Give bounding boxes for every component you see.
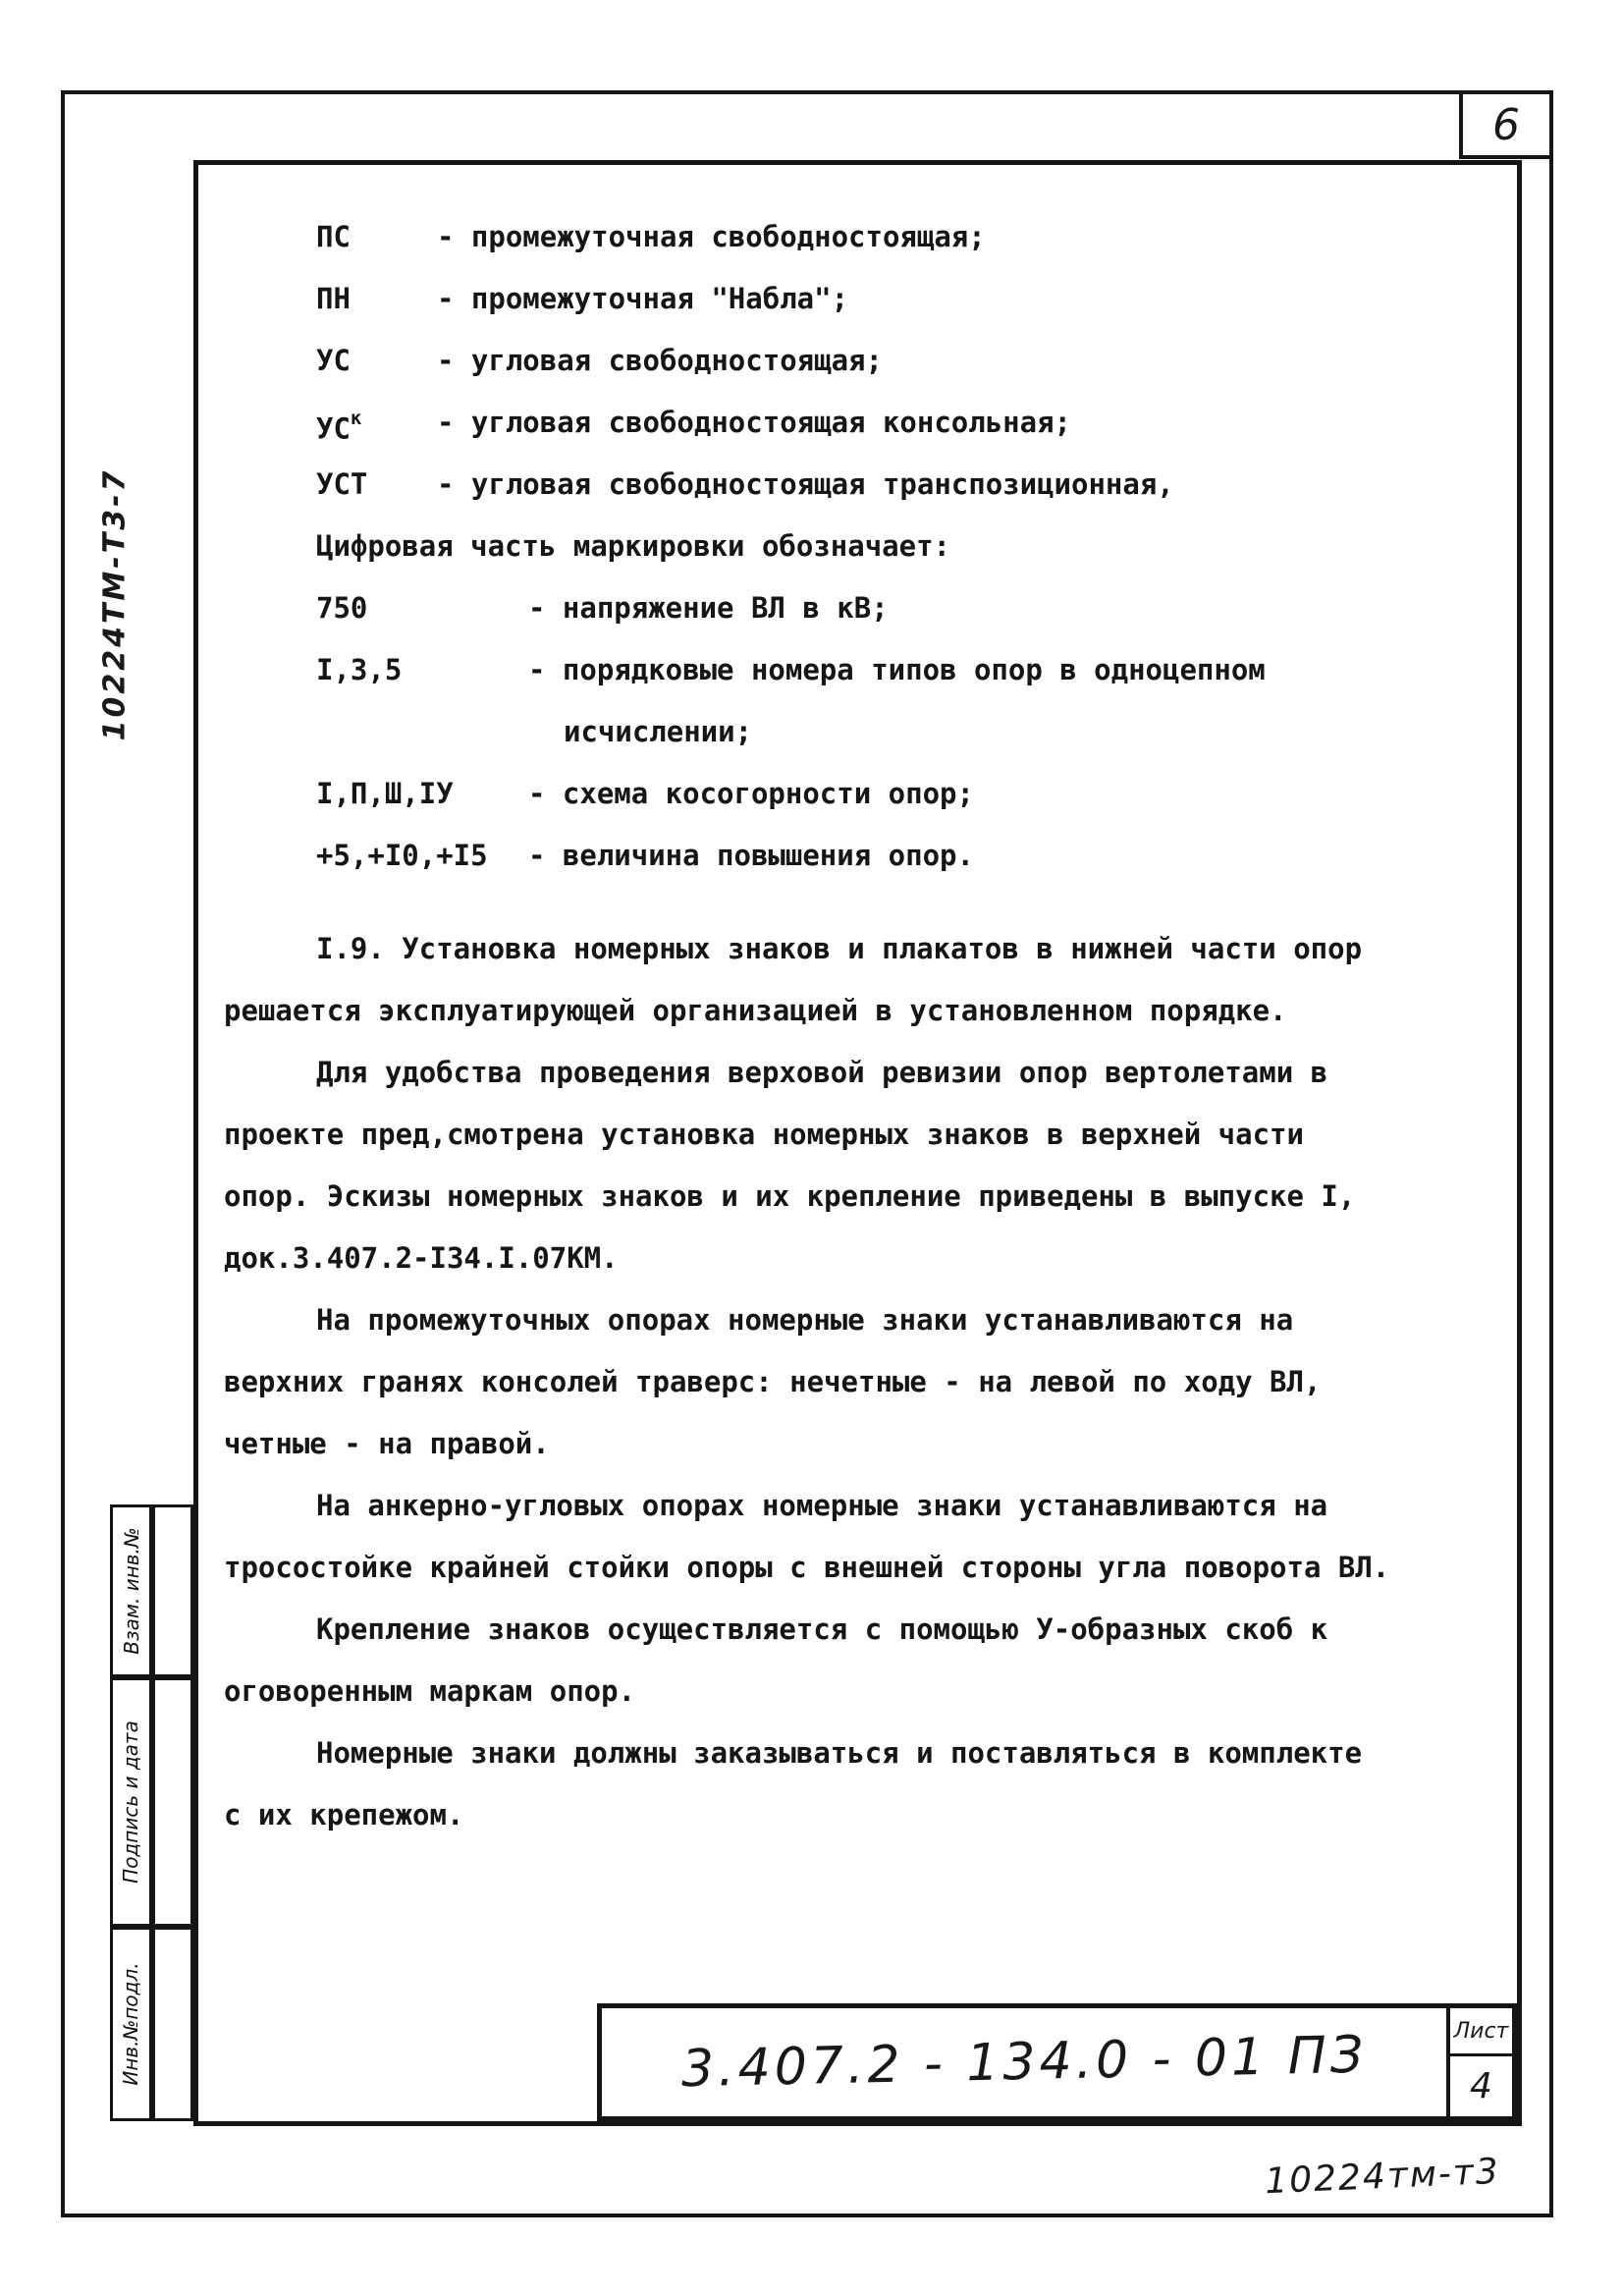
abbr-row	[316, 701, 1475, 763]
text-line: I.9. Установка номерных знаков и плакатов в нижней части опор	[316, 932, 1363, 965]
stamp-doc-number: 3.407.2 - 134.0 - 01 ПЗ	[680, 2025, 1368, 2100]
page-number: 6	[1492, 99, 1520, 150]
text-line: док.3.407.2-I34.I.07КМ.	[224, 1241, 619, 1275]
abbreviation-list	[316, 206, 1475, 887]
abbr-heading: Цифровая часть маркировки обозначает:	[316, 529, 951, 563]
abbr-term: I,3,5	[316, 653, 403, 686]
text-line: с их крепежом.	[224, 1798, 464, 1831]
abbr-row	[316, 268, 1475, 330]
sheet-number: 4	[1470, 2066, 1492, 2106]
text-line: Крепление знаков осуществляется с помощью У-образных скоб к	[316, 1613, 1328, 1646]
stamp-sheet-cell	[1450, 2008, 1512, 2116]
abbr-definition: - напряжение ВЛ в кВ;	[528, 591, 889, 625]
sidebar-cell-vzam-blank	[152, 1504, 193, 1677]
abbr-definition: - угловая свободностоящая консольная;	[437, 406, 1072, 439]
abbr-definition: - промежуточная свободностоящая;	[437, 220, 986, 253]
sidebar-label-podpis-i-data: Подпись и дата	[119, 1721, 142, 1884]
abbr-row	[316, 392, 1475, 454]
abbr-term: УС	[316, 344, 351, 377]
abbr-row	[316, 825, 1475, 887]
abbr-definition: - величина повышения опор.	[528, 839, 974, 872]
abbr-term: I,П,Ш,IУ	[316, 777, 454, 810]
abbr-row	[316, 763, 1475, 825]
abbr-row	[316, 639, 1475, 701]
abbr-row	[316, 330, 1475, 392]
stamp-doc-number-cell	[602, 2008, 1450, 2116]
sidebar-label-inv-podl: Инв.№подл.	[119, 1962, 142, 2086]
text-line: верхних гранях консолей траверс: нечетные - на левой по ходу ВЛ,	[224, 1365, 1322, 1398]
handwritten-code-bottom: 10224тм-т3	[1264, 2151, 1501, 2203]
text-line: тросостойке крайней стойки опоры с внешней стороны угла поворота ВЛ.	[224, 1551, 1390, 1584]
sheet-label: Лист	[1450, 2008, 1512, 2056]
body-text	[224, 918, 1500, 1846]
abbr-row	[316, 577, 1475, 639]
abbr-term: $УС^к$	[316, 408, 362, 446]
abbr-definition: - схема косогорности опор;	[528, 777, 974, 810]
text-line: Номерные знаки должны заказываться и поставляться в комплекте	[316, 1736, 1363, 1770]
abbr-row	[316, 454, 1475, 516]
abbr-definition: исчислении;	[564, 715, 753, 748]
text-line: Для удобства проведения верховой ревизии опор вертолетами в	[316, 1056, 1328, 1089]
side-document-code: 10224ТМ-Т3-7	[97, 467, 133, 741]
abbr-definition: - угловая свободностоящая;	[437, 344, 883, 377]
abbr-term: +5,+I0,+I5	[316, 839, 488, 872]
abbr-definition: - порядковые номера типов опор в одноцепном	[528, 653, 1266, 686]
title-stamp	[597, 2003, 1517, 2121]
sidebar-cell-podpis-blank	[152, 1677, 193, 1927]
abbr-term	[316, 701, 564, 763]
text-line: На промежуточных опорах номерные знаки устанавливаются на	[316, 1303, 1294, 1337]
text-line: На анкерно-угловых опорах номерные знаки устанавливаются на	[316, 1489, 1328, 1522]
abbr-row	[316, 206, 1475, 268]
text-line: проекте пред,смотрена установка номерных знаков в верхней части	[224, 1118, 1304, 1151]
abbr-term: ПС	[316, 220, 351, 253]
text-line: четные - на правой.	[224, 1427, 550, 1460]
text-line: опор. Эскизы номерных знаков и их крепление приведены в выпуске I,	[224, 1179, 1356, 1213]
abbr-term: УСТ	[316, 467, 368, 501]
abbr-term: 750	[316, 591, 368, 625]
abbr-definition: - угловая свободностоящая транспозиционная,	[437, 467, 1174, 501]
sidebar-label-vzam-inv: Взам. инв.№	[120, 1527, 143, 1655]
text-line: оговоренным маркам опор.	[224, 1674, 636, 1708]
abbr-definition: - промежуточная "Набла";	[437, 282, 849, 315]
page-number-box	[1459, 90, 1553, 159]
text-line: решается эксплуатирующей организацией в установленном порядке.	[224, 994, 1287, 1027]
abbr-term: ПН	[316, 282, 351, 315]
sidebar-cell-inv-blank	[152, 1927, 193, 2121]
